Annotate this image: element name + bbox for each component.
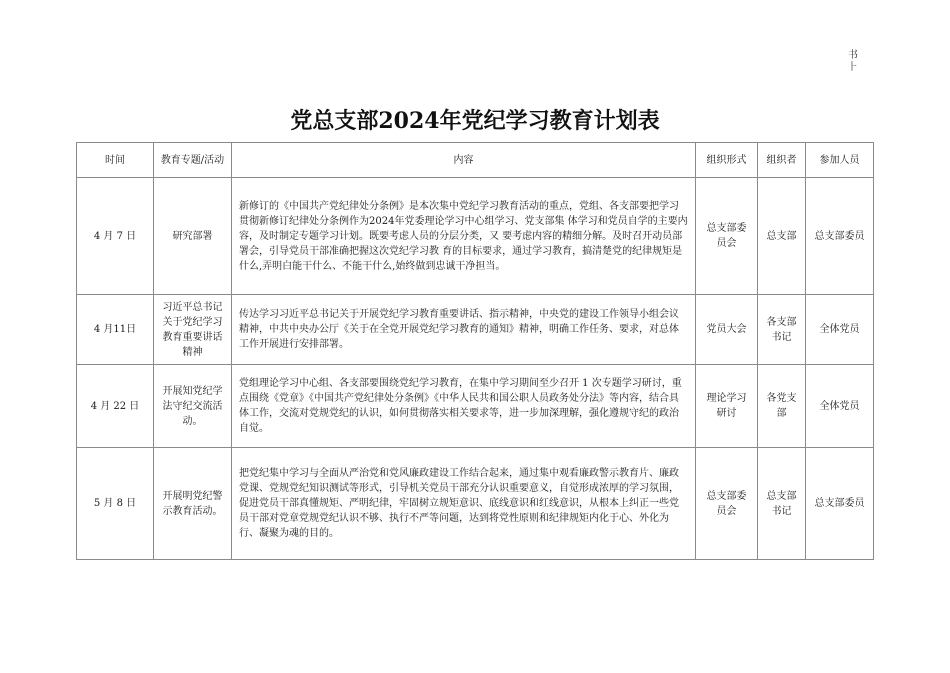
cell-participants: 全体党员 bbox=[806, 295, 874, 365]
cell-topic: 研究部署 bbox=[154, 178, 232, 295]
cell-participants: 全体党员 bbox=[806, 365, 874, 448]
cell-form: 总支部委员会 bbox=[696, 448, 758, 560]
cell-content: 传达学习习近平总书记关于开展党纪学习教育重要讲话、指示精神，中央党的建设工作领导小组会议精神，中共中央办公厅《关于在全党开展党纪学习教育的通知》精神，明确工作任务、要求，对总体工作开展进行安排部署。 bbox=[232, 295, 696, 365]
column-header-organizer: 组织者 bbox=[758, 143, 806, 178]
cell-topic: 开展明党纪警示教育活动。 bbox=[154, 448, 232, 560]
table-row bbox=[77, 178, 874, 295]
cell-form: 党员大会 bbox=[696, 295, 758, 365]
cell-time: 5 月 8 日 bbox=[77, 448, 154, 560]
cell-organizer: 各党支部 bbox=[758, 365, 806, 448]
cell-time: 4 月 22 日 bbox=[77, 365, 154, 448]
table-row bbox=[77, 365, 874, 448]
corner-mark: 书 ⺊ bbox=[848, 50, 858, 73]
plan-table bbox=[76, 142, 874, 560]
cell-content: 党组理论学习中心组、各支部要围绕党纪学习教育，在集中学习期间至少召开 1 次专题学习研讨，重点围绕《党章》《中国共产党纪律处分条例》《中华人民共和国公职人员政务处分法》等内容，结合具体工作，交流对党规党纪的认识，如何贯彻落实相关要求等，进一步加深理解，强化遵规守纪的政治自觉。 bbox=[232, 365, 696, 448]
table-row bbox=[77, 295, 874, 365]
cell-organizer: 总支部 bbox=[758, 178, 806, 295]
cell-time: 4 月11日 bbox=[77, 295, 154, 365]
cell-participants: 总支部委员 bbox=[806, 178, 874, 295]
cell-organizer: 各支部书记 bbox=[758, 295, 806, 365]
cell-organizer: 总支部书记 bbox=[758, 448, 806, 560]
column-header-content: 内容 bbox=[232, 143, 696, 178]
column-header-form: 组织形式 bbox=[696, 143, 758, 178]
cell-form: 总支部委员会 bbox=[696, 178, 758, 295]
cell-form: 理论学习研讨 bbox=[696, 365, 758, 448]
column-header-participants: 参加人员 bbox=[806, 143, 874, 178]
cell-content: 把党纪集中学习与全面从严治党和党风廉政建设工作结合起来，通过集中观看廉政警示教育片、廉政党课、党规党纪知识测试等形式，引导机关党员干部充分认识重要意义，自觉形成浓厚的学习氛围，促进党员干部真懂规矩、严明纪律，牢固树立规矩意识、底线意识和红线意识，从根本上纠正一些党员干部对党章党规党纪认识不够、执行不严等问题，达到将党性原则和纪律规矩内化于心、外化为行、凝聚为魂的目的。 bbox=[232, 448, 696, 560]
cell-time: 4 月 7 日 bbox=[77, 178, 154, 295]
table-header-row bbox=[77, 143, 874, 178]
cell-topic: 开展知党纪学法守纪交流活动。 bbox=[154, 365, 232, 448]
column-header-time: 时间 bbox=[77, 143, 154, 178]
column-header-topic: 教育专题/活动 bbox=[154, 143, 232, 178]
cell-content: 新修订的《中国共产党纪律处分条例》是本次集中党纪学习教育活动的重点，党组、各支部要把学习贯彻新修订纪律处分条例作为2024年党委理论学习中心组学习、党支部集 体学习和党员自学的主要内容，及时制定专题学习计划。既要考虑人员的分层分类，又 要考虑内容的精细分解。及时召开动员部署会，引导党员干部准确把握这次党纪学习教 育的目标要求，通过学习教育，搞清楚党的纪律规矩是什么,弄明白能干什么、不能干什么,始终做到忠诚干净担当。 bbox=[232, 178, 696, 295]
cell-topic: 习近平总书记关于党纪学习教育重要讲话精神 bbox=[154, 295, 232, 365]
table-row bbox=[77, 448, 874, 560]
document-title: 党总支部2024年党纪学习教育计划表 bbox=[290, 108, 660, 134]
cell-participants: 总支部委员 bbox=[806, 448, 874, 560]
